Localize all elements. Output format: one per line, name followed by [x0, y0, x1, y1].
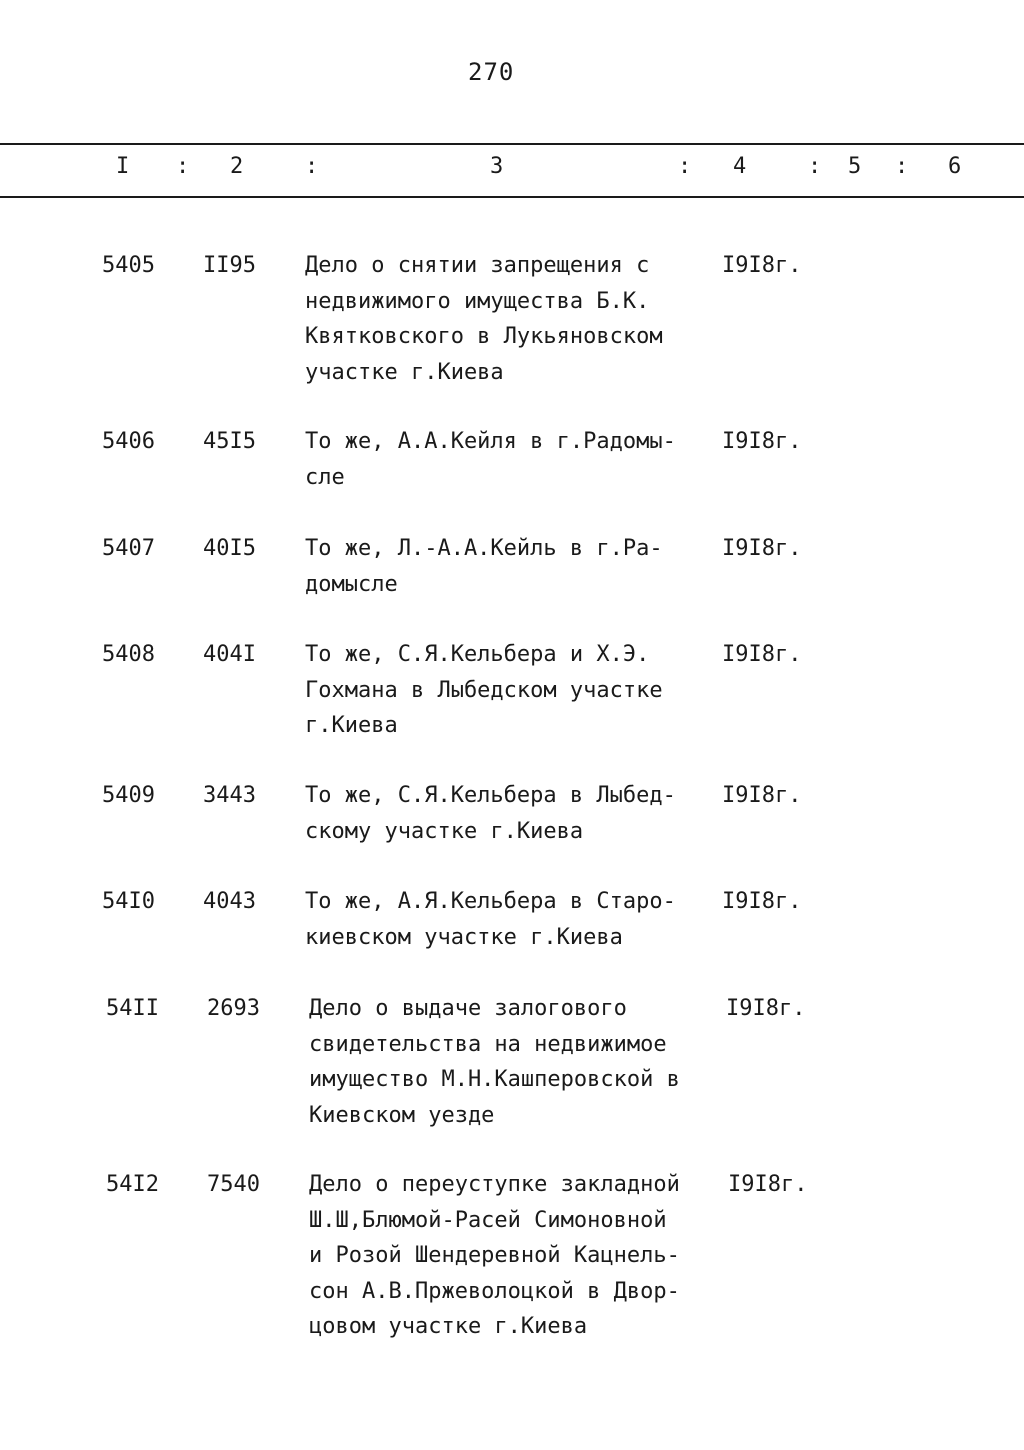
- entry-description: То же, С.Я.Кельбера в Лыбед- скому участке г.Киева: [305, 783, 676, 844]
- entry-code: 3443: [203, 783, 256, 808]
- column-separator: :: [678, 154, 692, 179]
- entry-year: I9I8г.: [722, 642, 802, 667]
- header-bottom-rule: [0, 196, 1024, 198]
- entry-description: То же, С.Я.Кельбера и Х.Э. Гохмана в Лыбедском участке г.Киева: [305, 642, 663, 738]
- entry-code: 40I5: [203, 536, 256, 561]
- entry-number: 54I0: [102, 889, 155, 914]
- entry-code: 404I: [203, 642, 256, 667]
- entry-number: 5407: [102, 536, 155, 561]
- column-separator: :: [808, 154, 822, 179]
- entry-year: I9I8г.: [722, 429, 802, 454]
- entry-year: I9I8г.: [728, 1172, 808, 1197]
- entry-code: 45I5: [203, 429, 256, 454]
- entry-number: 5408: [102, 642, 155, 667]
- column-header-3: 3: [490, 154, 504, 179]
- column-header-5: 5: [848, 154, 862, 179]
- header-top-rule: [0, 143, 1024, 145]
- entry-description: То же, А.Я.Кельбера в Старо- киевском участке г.Киева: [305, 889, 676, 950]
- column-header-4: 4: [733, 154, 747, 179]
- entry-code: 2693: [207, 996, 260, 1021]
- entry-year: I9I8г.: [722, 253, 802, 278]
- entry-number: 5406: [102, 429, 155, 454]
- entry-code: II95: [203, 253, 256, 278]
- page-number: 270: [468, 58, 515, 86]
- entry-year: I9I8г.: [722, 889, 802, 914]
- entry-number: 54I2: [106, 1172, 159, 1197]
- column-header-row: [0, 154, 1024, 186]
- entry-code: 4043: [203, 889, 256, 914]
- entry-description: Дело о переуступке закладной Ш.Ш,Блюмой-Расей Симоновной и Розой Шендеревной Кацнель- сон А.В.Пржеволоцкой в Двор- цовом участке г.Киева: [309, 1172, 680, 1339]
- entry-year: I9I8г.: [722, 536, 802, 561]
- column-separator: :: [305, 154, 319, 179]
- column-header-2: 2: [230, 154, 244, 179]
- entry-number: 5409: [102, 783, 155, 808]
- column-header-6: 6: [948, 154, 962, 179]
- column-separator: :: [895, 154, 909, 179]
- entry-year: I9I8г.: [726, 996, 806, 1021]
- column-header-1: I: [116, 154, 130, 179]
- entry-description: Дело о выдаче залогового свидетельства на недвижимое имущество М.Н.Кашперовской в Киевском уезде: [309, 996, 680, 1128]
- entry-description: То же, Л.-А.А.Кейль в г.Ра- домысле: [305, 536, 663, 597]
- entry-description: То же, А.А.Кейля в г.Радомы- сле: [305, 429, 676, 490]
- entry-number: 54II: [106, 996, 159, 1021]
- entry-description: Дело о снятии запрещения с недвижимого имущества Б.К. Квятковского в Лукьяновском участке г.Киева: [305, 253, 663, 385]
- entry-code: 7540: [207, 1172, 260, 1197]
- entry-number: 5405: [102, 253, 155, 278]
- column-separator: :: [176, 154, 190, 179]
- entry-year: I9I8г.: [722, 783, 802, 808]
